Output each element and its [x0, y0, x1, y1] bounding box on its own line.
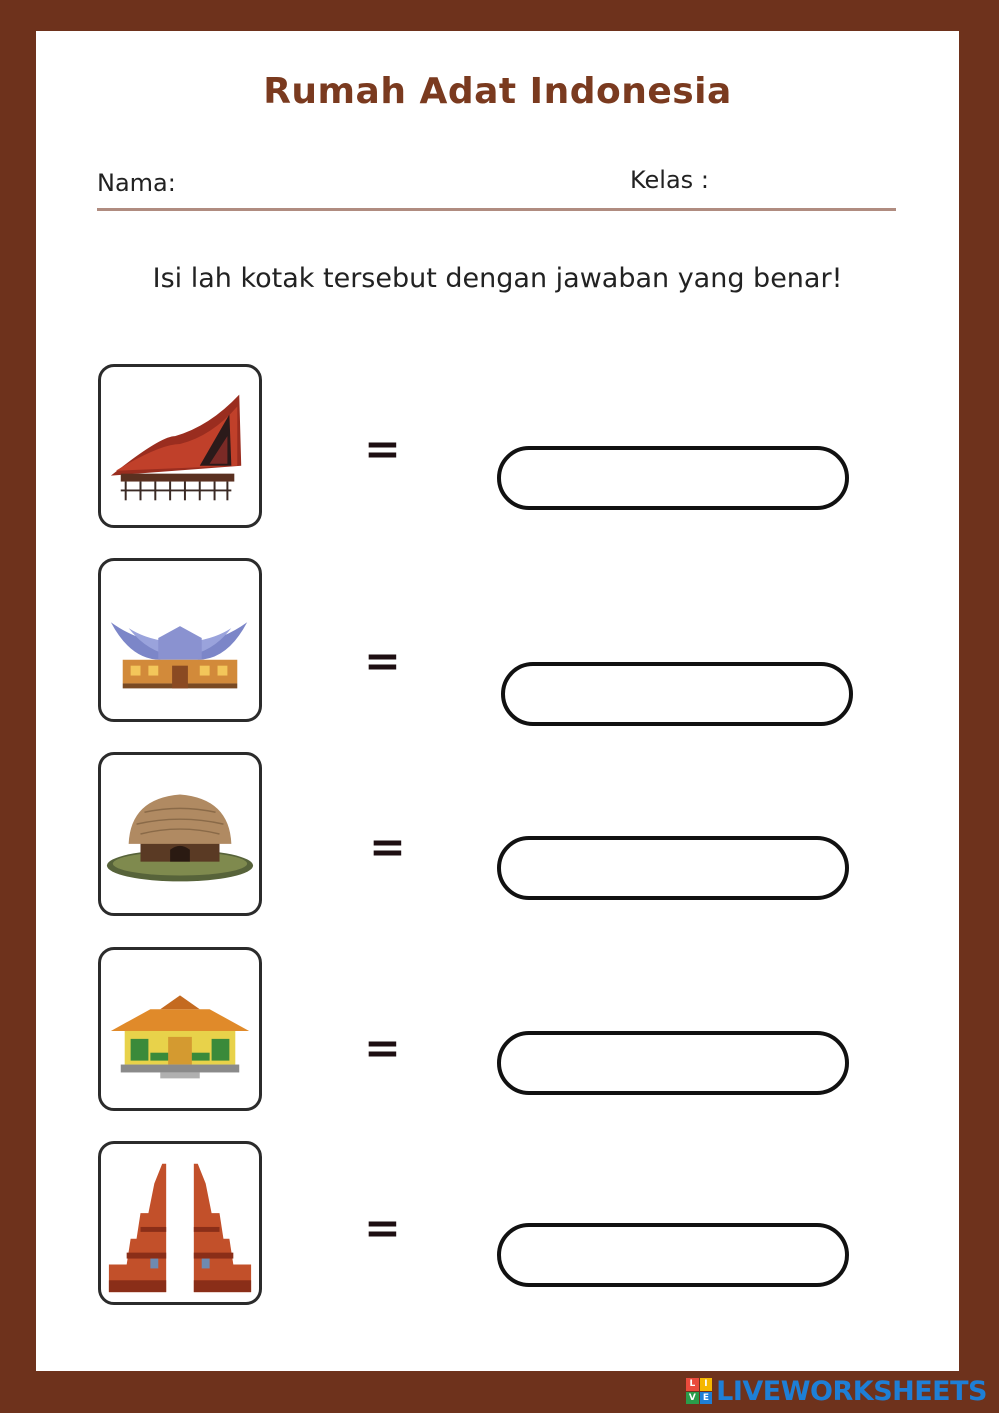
- betawi-house-picture: [98, 947, 262, 1111]
- worksheet-page: [36, 31, 959, 1371]
- answer-input-3[interactable]: [497, 836, 849, 900]
- nama-label: Nama:: [97, 169, 176, 197]
- kelas-label: Kelas :: [630, 166, 709, 194]
- liveworksheets-logo-icon: L I V E: [686, 1378, 712, 1404]
- betawi-house-icon: [101, 950, 259, 1108]
- question-row-1: [36, 364, 959, 534]
- minangkabau-house-picture: [98, 558, 262, 722]
- equals-sign: =: [364, 424, 401, 475]
- honai-hut-picture: [98, 752, 262, 916]
- equals-sign: =: [364, 636, 401, 687]
- answer-input-4[interactable]: [497, 1031, 849, 1095]
- bali-gate-icon: [101, 1144, 259, 1302]
- honai-hut-icon: [101, 755, 259, 913]
- question-row-2: [36, 558, 959, 728]
- equals-sign: =: [364, 1203, 401, 1254]
- question-row-4: [36, 947, 959, 1117]
- header-divider: [97, 208, 896, 211]
- question-row-5: [36, 1141, 959, 1311]
- answer-input-1[interactable]: [497, 446, 849, 510]
- minangkabau-house-icon: [101, 561, 259, 719]
- liveworksheets-watermark: [686, 1375, 987, 1407]
- batak-house-picture: [98, 364, 262, 528]
- liveworksheets-text: LIVEWORKSHEETS: [716, 1375, 987, 1407]
- question-row-3: [36, 752, 959, 922]
- answer-input-2[interactable]: [501, 662, 853, 726]
- equals-sign: =: [364, 1023, 401, 1074]
- bali-gate-picture: [98, 1141, 262, 1305]
- answer-input-5[interactable]: [497, 1223, 849, 1287]
- equals-sign: =: [369, 822, 406, 873]
- worksheet-title: Rumah Adat Indonesia: [263, 71, 732, 112]
- instruction-text: Isi lah kotak tersebut dengan jawaban yang benar!: [152, 263, 843, 294]
- batak-house-icon: [101, 367, 259, 525]
